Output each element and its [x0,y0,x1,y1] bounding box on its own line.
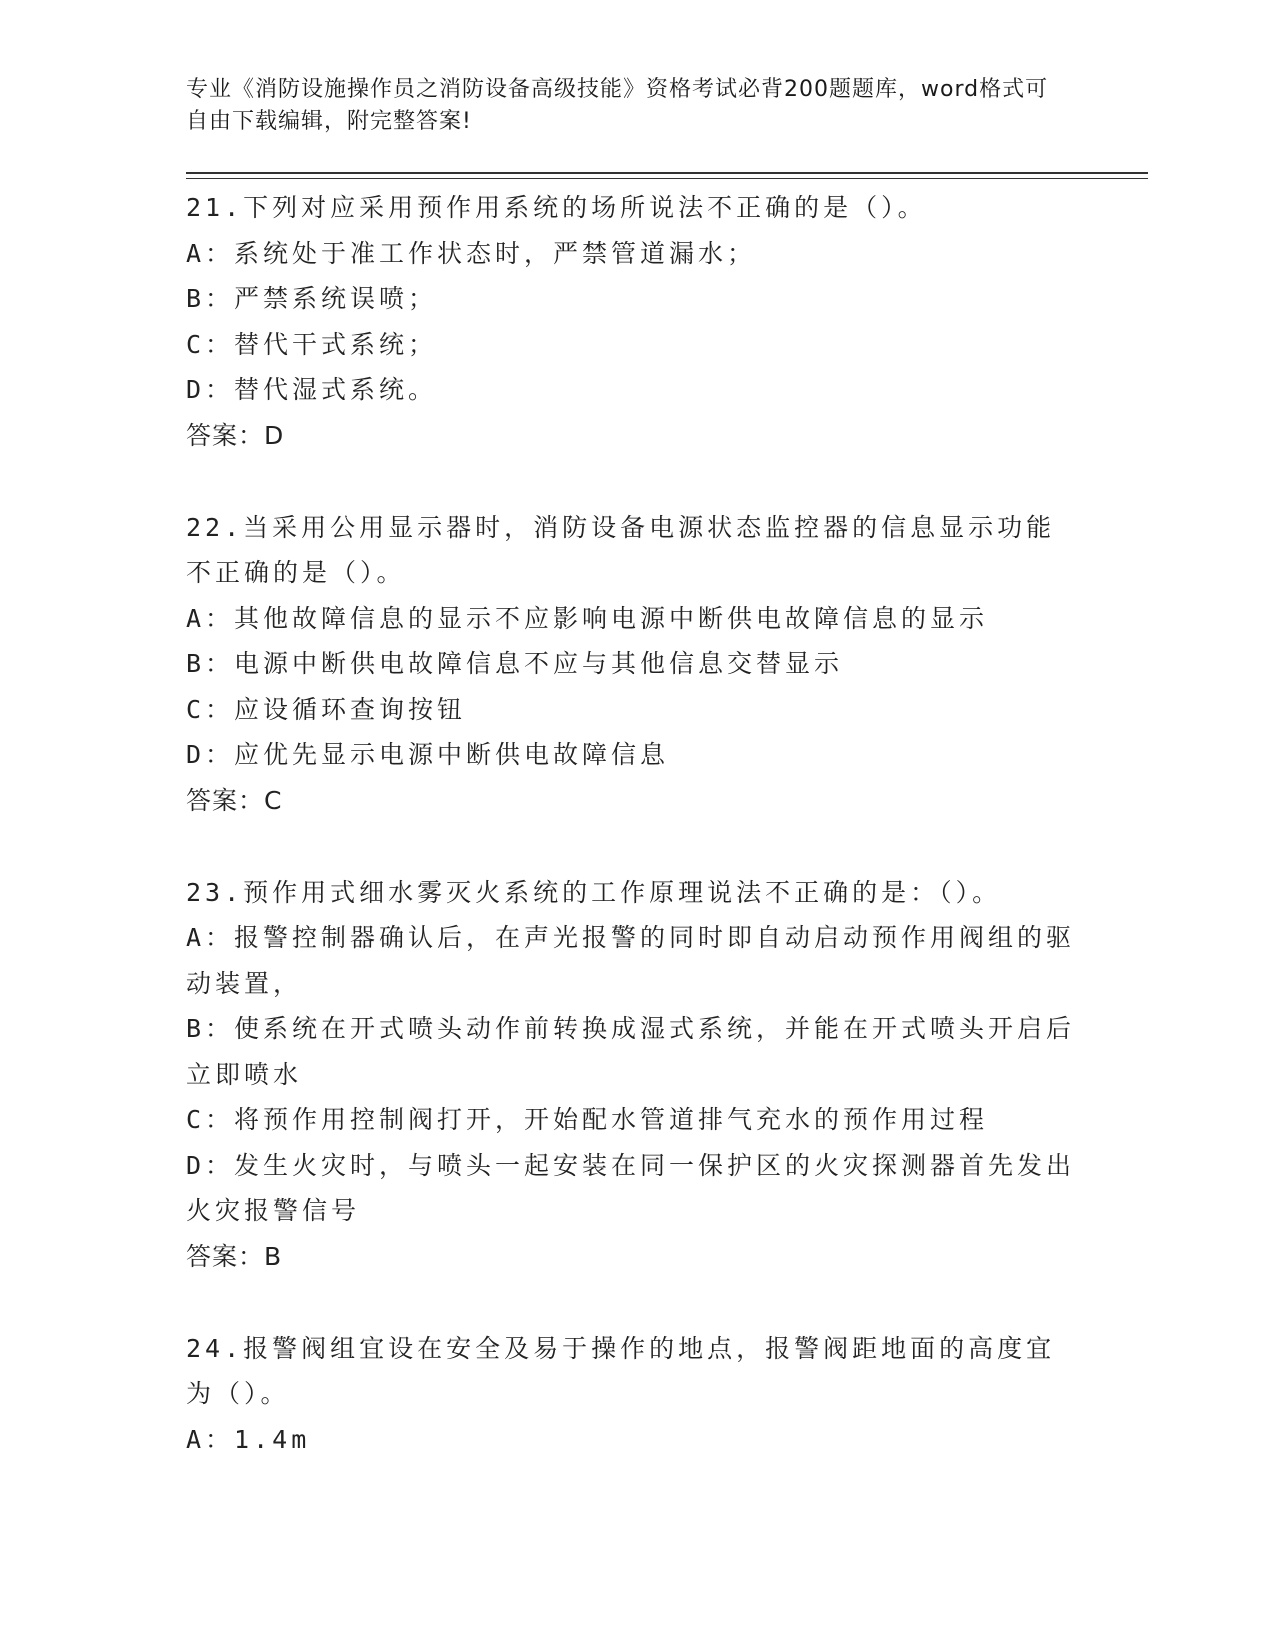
option-a: A：其他故障信息的显示不应影响电源中断供电故障信息的显示 [186,603,989,633]
divider-thin-line [186,178,1148,179]
answer: 答案：D [186,420,285,450]
question-stem: 22.当采用公用显示器时，消防设备电源状态监控器的信息显示功能不正确的是（）。 [186,512,1056,587]
header-divider [186,172,1148,179]
option-d: D：应优先显示电源中断供电故障信息 [186,740,670,769]
answer: 答案：C [186,785,283,815]
document-page [186,74,1146,1508]
option-d: D：替代湿式系统。 [186,375,438,404]
option-a: A：报警控制器确认后，在声光报警的同时即自动启动预作用阀组的驱动装置， [186,923,1076,998]
option-c: C：替代干式系统； [186,329,438,359]
option-c: C：应设循环查询按钮 [186,694,467,724]
document-header: 专业《消防设施操作员之消防设备高级技能》资格考试必背200题题库，word格式可自由下载编辑，附完整答案! [186,77,1049,134]
question-stem: 24.报警阀组宜设在安全及易于操作的地点，报警阀距地面的高度宜为（）。 [186,1333,1056,1408]
answer: 答案：B [186,1241,283,1271]
question-24 [186,1326,1146,1463]
question-23 [186,870,1146,1280]
question-stem: 21.下列对应采用预作用系统的场所说法不正确的是（）。 [186,193,927,222]
option-a: A：系统处于准工作状态时，严禁管道漏水； [186,238,757,268]
divider-thick-line [186,172,1148,174]
option-b: B：使系统在开式喷头动作前转换成湿式系统，并能在开式喷头开启后立即喷水 [186,1014,1076,1089]
option-a: A：1.4m [186,1424,311,1454]
option-b: B：电源中断供电故障信息不应与其他信息交替显示 [186,649,844,678]
question-list [186,185,1146,1462]
question-stem: 23.预作用式细水雾灭火系统的工作原理说法不正确的是：（）。 [186,877,1002,907]
question-22 [186,505,1146,824]
option-d: D：发生火灾时，与喷头一起安装在同一保护区的火灾探测器首先发出火灾报警信号 [186,1150,1076,1225]
question-21 [186,185,1146,459]
option-b: B：严禁系统误喷； [186,284,438,313]
option-c: C：将预作用控制阀打开，开始配水管道排气充水的预作用过程 [186,1105,989,1134]
